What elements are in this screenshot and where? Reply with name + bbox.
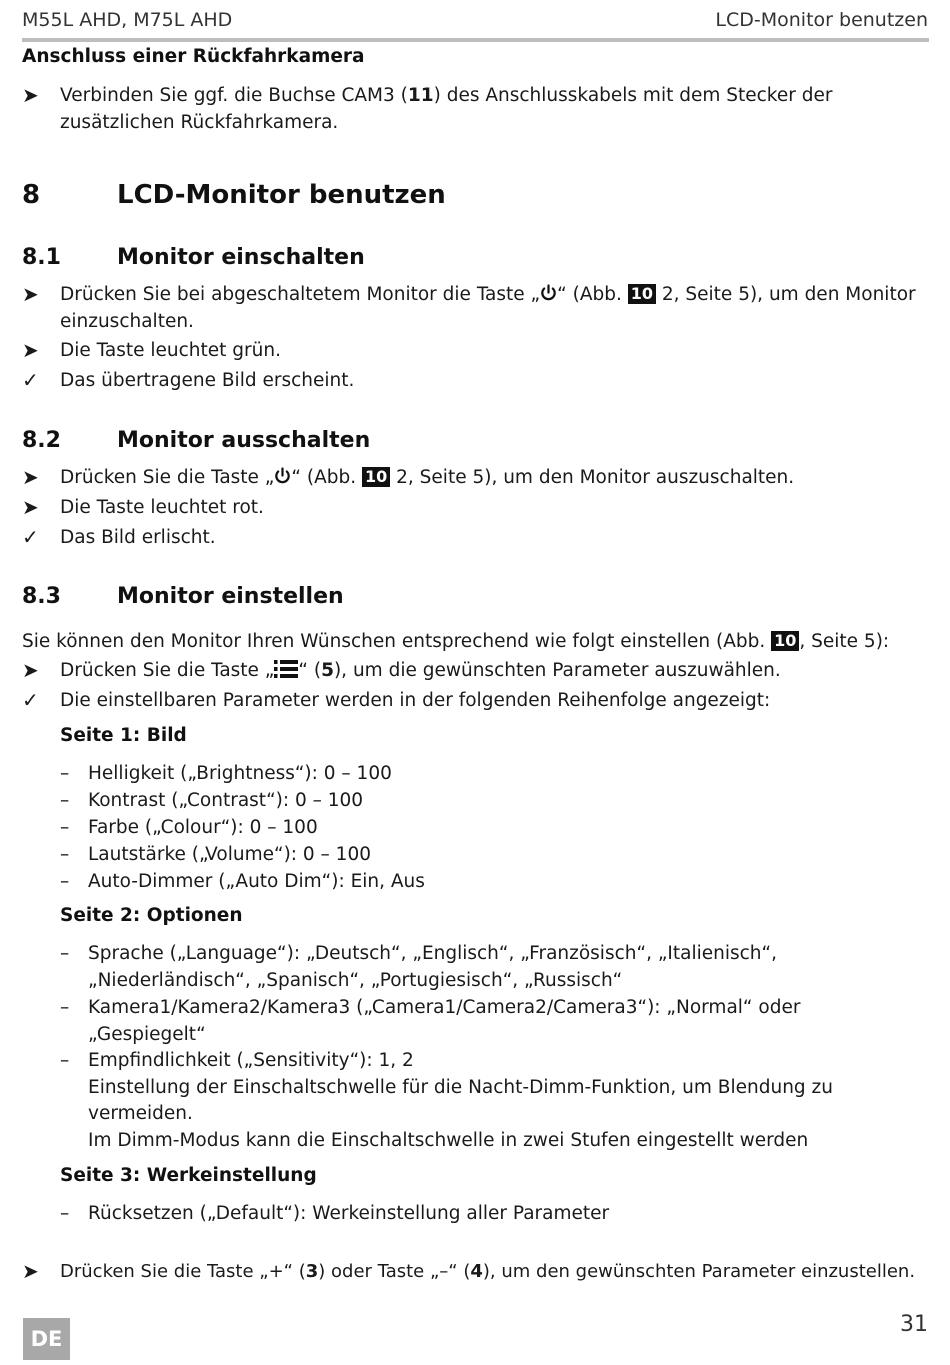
check-icon: ✓ <box>22 525 39 549</box>
list-item: – Farbe („Colour“): 0 – 100 <box>60 817 318 838</box>
chapter-title: LCD-Monitor benutzen <box>117 180 446 210</box>
s81-step-2: ➤ Die Taste leuchtet grün. <box>22 338 281 362</box>
arrow-icon: ➤ <box>22 83 39 107</box>
s83-step-1: ➤ Drücken Sie die Taste „ “ (5), um die gewünschten Parameter auszuwählen. <box>22 658 781 682</box>
s82-step-2: ➤ Die Taste leuchtet rot. <box>22 495 264 519</box>
s83-intro: Sie können den Monitor Ihren Wünschen entsprechend wie folgt einstellen (Abb. 10 , Seite 5): <box>22 631 890 652</box>
arrow-icon: ➤ <box>22 465 39 489</box>
camera-step <box>22 82 932 136</box>
check-icon: ✓ <box>22 368 39 392</box>
list-item: – Rücksetzen („Default“): Werkeinstellung aller Parameter <box>60 1203 610 1224</box>
header-rule <box>22 38 929 42</box>
power-icon <box>540 284 557 302</box>
section-8-1-number: 8.1 <box>22 245 61 270</box>
arrow-icon: ➤ <box>22 338 39 362</box>
list-item: – Sprache („Language“): „Deutsch“, „Englisch“, „Französisch“, „Italienisch“, „Niederländisch“, „Spanisch“, „Portugiesisch“, „Russisch“ <box>60 943 777 991</box>
s82-step-1: ➤ Drücken Sie die Taste „ “ (Abb. 10 2, Seite 5), um den Monitor auszuschalten. <box>22 465 795 489</box>
s83-final-step: ➤ Drücken Sie die Taste „+“ (3) oder Taste „–“ (4), um den gewünschten Parameter einzustellen. <box>22 1259 916 1283</box>
figure-badge: 10 <box>628 284 656 304</box>
section-8-3-title: Monitor einstellen <box>117 584 344 609</box>
figure-badge: 10 <box>771 631 799 651</box>
figure-badge: 10 <box>362 467 390 487</box>
menu-icon <box>274 659 298 679</box>
list-item: – Empfindlichkeit („Sensitivity“): 1, 2 Einstellung der Einschaltschwelle für die Nacht-Dimm-Funktion, um Blendung zu vermeiden. Im Dimm-Modus kann die Einschaltschwelle in zwei Stufen eingestellt werden <box>60 1050 833 1151</box>
section-8-1-title: Monitor einschalten <box>117 245 365 270</box>
list-item: – Auto-Dimmer („Auto Dim“): Ein, Aus <box>60 871 425 892</box>
s83-result: ✓ Die einstellbaren Parameter werden in der folgenden Reihenfolge angezeigt: <box>22 688 771 712</box>
arrow-icon: ➤ <box>22 495 39 519</box>
page-number: 31 <box>900 1312 928 1337</box>
list-item: – Kontrast („Contrast“): 0 – 100 <box>60 790 364 811</box>
chapter-number: 8 <box>22 180 41 210</box>
arrow-icon: ➤ <box>22 658 39 682</box>
s82-result: ✓ Das Bild erlischt. <box>22 525 216 549</box>
camera-heading: Anschluss einer Rückfahrkamera <box>22 46 365 67</box>
camera-step-text: Verbinden Sie ggf. die Buchse CAM3 (11) des Anschlusskabels mit dem Stecker der zusätzlichen Rückfahrkamera. <box>60 85 833 133</box>
page1-heading: Seite 1: Bild <box>60 725 187 746</box>
list-item: – Helligkeit („Brightness“): 0 – 100 <box>60 763 392 784</box>
language-badge: DE <box>23 1318 70 1360</box>
check-icon: ✓ <box>22 688 39 712</box>
header-chapter: LCD-Monitor benutzen <box>715 9 928 31</box>
page2-heading: Seite 2: Optionen <box>60 905 243 926</box>
list-item: – Kamera1/Kamera2/Kamera3 („Camera1/Camera2/Camera3“): „Normal“ oder „Gespiegelt“ <box>60 997 801 1045</box>
header-model: M55L AHD, M75L AHD <box>22 9 233 31</box>
arrow-icon: ➤ <box>22 282 39 306</box>
list-item: – Lautstärke („Volume“): 0 – 100 <box>60 844 371 865</box>
arrow-icon: ➤ <box>22 1259 39 1283</box>
s81-result: ✓ Das übertragene Bild erscheint. <box>22 368 355 392</box>
page3-heading: Seite 3: Werkeinstellung <box>60 1165 317 1186</box>
section-8-2-title: Monitor ausschalten <box>117 428 371 453</box>
s81-step-1: ➤ Drücken Sie bei abgeschaltetem Monitor die Taste „ “ (Abb. 10 2, Seite 5), um den Monitor einzuschalten. <box>22 282 916 332</box>
section-8-2-number: 8.2 <box>22 428 61 453</box>
power-icon <box>274 467 291 485</box>
section-8-3-number: 8.3 <box>22 584 61 609</box>
